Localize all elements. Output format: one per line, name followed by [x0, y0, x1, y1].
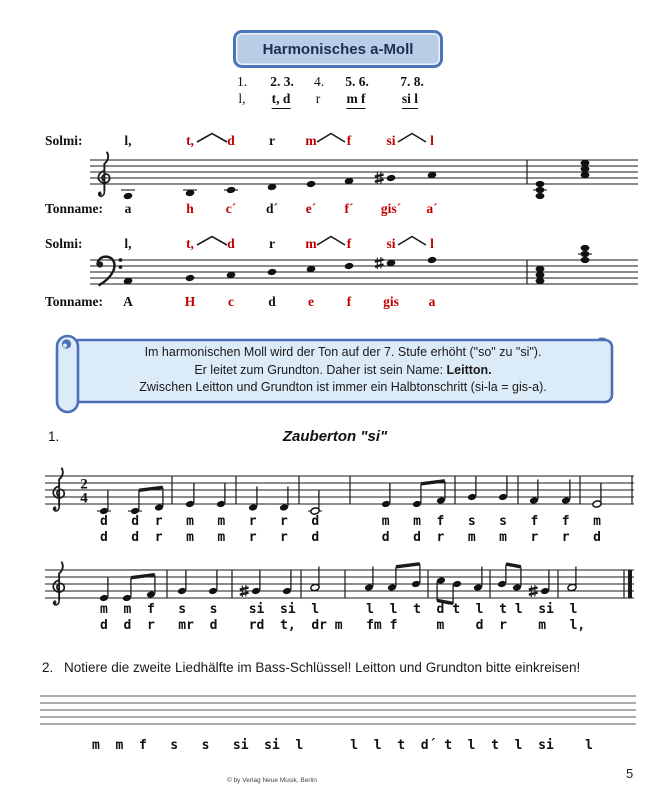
- sharp-icon: [375, 257, 384, 269]
- solmi-syllable: l: [430, 236, 434, 251]
- solmi-label: Solmi:: [45, 133, 83, 148]
- solmi-syllable: d: [227, 236, 235, 251]
- degree-syllable: t, d: [272, 91, 291, 109]
- melody-notes: [97, 476, 632, 515]
- lyrics-line1-lower: d d r m m r r d d d r m m r r d: [100, 530, 601, 545]
- tonname: c: [228, 294, 234, 309]
- tonname: e: [308, 294, 314, 309]
- solmi-syllable: d: [227, 133, 235, 148]
- tonname: d´: [265, 201, 279, 216]
- scroll-line-3: Zwischen Leitton und Grundton ist immer ein Halbtonschritt (si-la = gis-a).: [139, 380, 547, 394]
- halfstep-caret-icon: [316, 132, 346, 143]
- solmi-syllable: f: [346, 236, 352, 251]
- empty-bass-staff: [0, 692, 670, 732]
- song-staff-line1: [0, 450, 670, 518]
- tonname: f´: [344, 201, 354, 216]
- song-title: Zauberton "si": [282, 428, 388, 445]
- treble-clef-icon: [98, 152, 109, 196]
- degree-syllable: m f: [346, 91, 365, 109]
- solmi-syllable: l,: [124, 236, 132, 251]
- tonic-chord-high: [581, 160, 590, 178]
- lyrics-line2-upper: m m f s s si si l l l t d´t l t l si l: [100, 602, 578, 617]
- time-signature-top: 2: [80, 476, 88, 493]
- tonname: h: [186, 201, 194, 216]
- tonic-chord-low: [536, 266, 545, 284]
- degree-number: 1.: [236, 74, 248, 89]
- lyrics-line2-lower: d d r mr d rd t, dr m fm f m d r m l,: [100, 618, 586, 633]
- copyright: © by Verlag Neue Musik, Berlin: [226, 777, 318, 784]
- tonname: a: [428, 294, 436, 309]
- solmi-syllable: si: [386, 236, 396, 251]
- solmi-syllable: r: [269, 236, 275, 251]
- staff-lines: [45, 476, 634, 504]
- tonname: H: [184, 294, 196, 309]
- tonname: f: [346, 294, 352, 309]
- degree-number: 4.: [313, 74, 325, 89]
- staff-lines: [90, 260, 638, 284]
- exercise-2-text: Notiere die zweite Liedhälfte im Bass-Schlüssel! Leitton und Grundton bitte einkreisen!: [64, 660, 581, 675]
- treble-clef-icon: [53, 468, 64, 511]
- tonname: gis: [383, 294, 399, 309]
- bass-clef-icon: [97, 257, 123, 286]
- song-staff-line2: [0, 546, 670, 610]
- degree-number: 7. 8.: [400, 74, 424, 89]
- solmi-syllable: r: [269, 133, 275, 148]
- solmi-syllable: f: [346, 133, 352, 148]
- degree-syllable: si l: [402, 91, 418, 109]
- page-number: 5: [626, 766, 634, 781]
- scroll-banner-text: [80, 344, 606, 397]
- scroll-line-2-bold: Leitton.: [446, 362, 492, 377]
- treble-scale-staff: [0, 146, 670, 206]
- scale-notes: [121, 171, 437, 200]
- degree-number: 2. 3.: [270, 74, 294, 89]
- staff-lines: [90, 160, 638, 184]
- title-box: [233, 30, 443, 68]
- page-title: Harmonisches a-Moll: [262, 40, 414, 58]
- exercise-1-number: 1.: [48, 429, 60, 444]
- tonname: gis´: [380, 201, 402, 216]
- solmi-syllable: m: [305, 133, 317, 148]
- treble-clef-icon: [53, 562, 64, 605]
- solmi-syllable: l: [430, 133, 434, 148]
- tonname: c´: [225, 201, 237, 216]
- solmi-label: Solmi:: [45, 236, 83, 251]
- tonname-label: Tonname:: [45, 294, 104, 309]
- tonname: A: [123, 294, 133, 309]
- lyrics-line1-upper: d d r m m r r d m m f s s f f m: [100, 514, 601, 529]
- degree-number: 5. 6.: [345, 74, 369, 89]
- scroll-line-2-text: Er leitet zum Grundton. Daher ist sein Name:: [194, 362, 447, 377]
- degree-syllable: l,: [238, 91, 246, 106]
- tonname: d: [268, 294, 276, 309]
- tonname: a´: [426, 201, 438, 216]
- degree-syllable: r: [315, 91, 321, 106]
- solmi-syllable: si: [386, 133, 396, 148]
- scroll-line-2: [80, 362, 606, 380]
- tonname-label: Tonname:: [45, 201, 104, 216]
- solmi-syllable: t,: [186, 133, 194, 148]
- scroll-line-1: Im harmonischen Moll wird der Ton auf der 7. Stufe erhöht ("so" zu "si").: [144, 345, 542, 359]
- halfstep-caret-icon: [196, 132, 228, 143]
- exercise-2-number: 2.: [42, 660, 54, 675]
- solmi-syllable: m: [305, 236, 317, 251]
- time-signature-bottom: 4: [80, 490, 88, 507]
- tonname: e´: [305, 201, 317, 216]
- tonname: a: [124, 201, 132, 216]
- halfstep-caret-icon: [397, 132, 427, 143]
- solmi-syllable: l,: [124, 133, 132, 148]
- solmi-syllable: t,: [186, 236, 194, 251]
- exercise-2-letters: m m f s s si si l l l t d´ t l t l si l: [92, 738, 593, 753]
